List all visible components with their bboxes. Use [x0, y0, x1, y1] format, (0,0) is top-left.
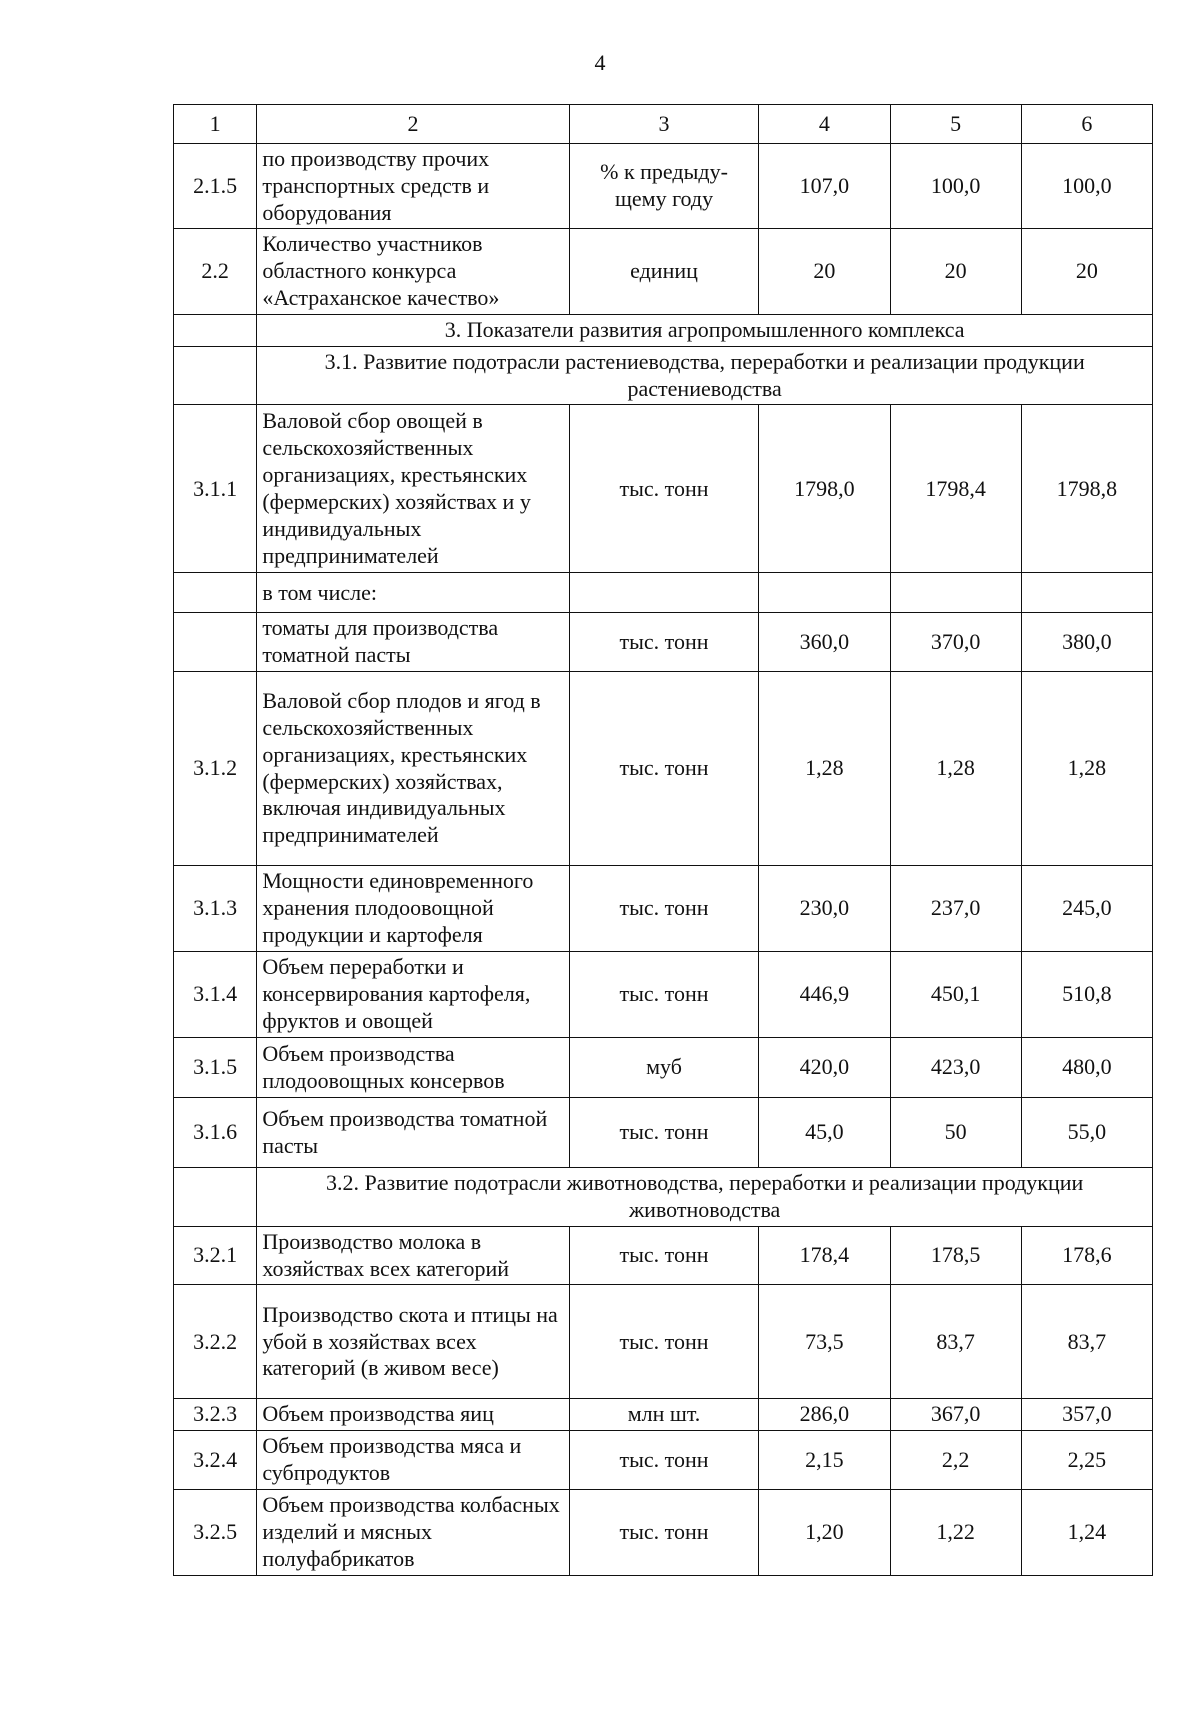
table-row: [174, 1399, 1153, 1431]
table-row: [174, 1098, 1153, 1168]
value-col-6: 1,24: [1021, 1489, 1152, 1575]
value-col-4: 286,0: [759, 1399, 890, 1431]
row-number: 3.2.4: [174, 1431, 257, 1490]
unit-cell: тыс. тонн: [569, 405, 759, 573]
page-number: 4: [594, 50, 606, 75]
value-col-4: 178,4: [759, 1226, 890, 1285]
table-row: [174, 952, 1153, 1038]
indicator-name: по производству прочих транспортных средств и оборудования: [257, 144, 569, 229]
value-col-4: 45,0: [759, 1098, 890, 1168]
value-col-5: 1,22: [890, 1489, 1021, 1575]
row-number: 3.2.2: [174, 1285, 257, 1399]
header-row: [174, 105, 1153, 144]
row-number: [174, 573, 257, 613]
header-cell: 3: [569, 105, 759, 144]
value-col-4: 360,0: [759, 613, 890, 672]
value-col-5: 367,0: [890, 1399, 1021, 1431]
value-col-5: 178,5: [890, 1226, 1021, 1285]
value-col-5: 100,0: [890, 144, 1021, 229]
table-row: [174, 229, 1153, 314]
indicator-name: в том числе:: [257, 573, 569, 613]
section-row: [174, 314, 1153, 346]
table-row: [174, 866, 1153, 952]
row-number: 3.1.2: [174, 672, 257, 866]
indicator-name: Количество участников областного конкурса «Астраханское качество»: [257, 229, 569, 314]
value-col-5: [890, 573, 1021, 613]
value-col-5: 450,1: [890, 952, 1021, 1038]
indicator-name: Производство молока в хозяйствах всех категорий: [257, 1226, 569, 1285]
table-row: [174, 1431, 1153, 1490]
value-col-5: 50: [890, 1098, 1021, 1168]
value-col-5: 237,0: [890, 866, 1021, 952]
unit-cell: тыс. тонн: [569, 1098, 759, 1168]
indicators-table: [173, 104, 1153, 1576]
value-col-4: 230,0: [759, 866, 890, 952]
unit-cell: [569, 573, 759, 613]
indicator-name: Мощности единовременного хранения плодоовощной продукции и картофеля: [257, 866, 569, 952]
value-col-4: 1798,0: [759, 405, 890, 573]
unit-cell: % к предыду-щему году: [569, 144, 759, 229]
value-col-6: [1021, 573, 1152, 613]
value-col-6: 2,25: [1021, 1431, 1152, 1490]
value-col-5: 423,0: [890, 1038, 1021, 1098]
value-col-4: 420,0: [759, 1038, 890, 1098]
value-col-4: 1,20: [759, 1489, 890, 1575]
value-col-4: 20: [759, 229, 890, 314]
value-col-6: 1,28: [1021, 672, 1152, 866]
indicator-name: Объем переработки и консервирования картофеля, фруктов и овощей: [257, 952, 569, 1038]
unit-cell: тыс. тонн: [569, 952, 759, 1038]
value-col-5: 2,2: [890, 1431, 1021, 1490]
table-row: [174, 1285, 1153, 1399]
unit-cell: тыс. тонн: [569, 672, 759, 866]
indicator-name: Объем производства яиц: [257, 1399, 569, 1431]
section-title: 3.1. Развитие подотрасли растениеводства, переработки и реализации продукции растениеводства: [257, 346, 1153, 405]
unit-cell: единиц: [569, 229, 759, 314]
indicator-name: Валовой сбор плодов и ягод в сельскохозяйственных организациях, крестьянских (фермерских) хозяйствах, включая индивидуальных предпринимателей: [257, 672, 569, 866]
value-col-6: 55,0: [1021, 1098, 1152, 1168]
table-row: [174, 405, 1153, 573]
value-col-5: 370,0: [890, 613, 1021, 672]
value-col-4: [759, 573, 890, 613]
table-row: [174, 613, 1153, 672]
value-col-5: 1,28: [890, 672, 1021, 866]
value-col-6: 20: [1021, 229, 1152, 314]
value-col-4: 2,15: [759, 1431, 890, 1490]
value-col-5: 1798,4: [890, 405, 1021, 573]
table-row: [174, 144, 1153, 229]
indicator-name: Объем производства колбасных изделий и мясных полуфабрикатов: [257, 1489, 569, 1575]
row-number: 2.2: [174, 229, 257, 314]
table-row: [174, 573, 1153, 613]
table-row: [174, 1038, 1153, 1098]
value-col-6: 83,7: [1021, 1285, 1152, 1399]
row-number: 2.1.5: [174, 144, 257, 229]
section-row: [174, 1168, 1153, 1227]
value-col-4: 1,28: [759, 672, 890, 866]
section-title: 3. Показатели развития агропромышленного комплекса: [257, 314, 1153, 346]
header-cell: 6: [1021, 105, 1152, 144]
row-number: 3.1.1: [174, 405, 257, 573]
unit-cell: тыс. тонн: [569, 866, 759, 952]
indicator-name: Объем производства плодоовощных консервов: [257, 1038, 569, 1098]
value-col-6: 480,0: [1021, 1038, 1152, 1098]
value-col-6: 510,8: [1021, 952, 1152, 1038]
table-row: [174, 1226, 1153, 1285]
row-number: 3.2.1: [174, 1226, 257, 1285]
indicator-name: Объем производства томатной пасты: [257, 1098, 569, 1168]
value-col-6: 380,0: [1021, 613, 1152, 672]
unit-cell: тыс. тонн: [569, 613, 759, 672]
indicator-name: томаты для производства томатной пасты: [257, 613, 569, 672]
header-cell: 5: [890, 105, 1021, 144]
unit-cell: млн шт.: [569, 1399, 759, 1431]
value-col-4: 107,0: [759, 144, 890, 229]
value-col-4: 73,5: [759, 1285, 890, 1399]
header-cell: 2: [257, 105, 569, 144]
unit-cell: тыс. тонн: [569, 1285, 759, 1399]
section-num-cell: [174, 1168, 257, 1227]
row-number: 3.1.3: [174, 866, 257, 952]
header-cell: 1: [174, 105, 257, 144]
value-col-6: 1798,8: [1021, 405, 1152, 573]
indicator-name: Объем производства мяса и субпродуктов: [257, 1431, 569, 1490]
section-num-cell: [174, 346, 257, 405]
value-col-6: 245,0: [1021, 866, 1152, 952]
row-number: 3.1.5: [174, 1038, 257, 1098]
value-col-6: 178,6: [1021, 1226, 1152, 1285]
value-col-6: 100,0: [1021, 144, 1152, 229]
value-col-5: 83,7: [890, 1285, 1021, 1399]
value-col-5: 20: [890, 229, 1021, 314]
row-number: 3.2.5: [174, 1489, 257, 1575]
row-number: 3.1.6: [174, 1098, 257, 1168]
row-number: 3.2.3: [174, 1399, 257, 1431]
row-number: 3.1.4: [174, 952, 257, 1038]
section-row: [174, 346, 1153, 405]
unit-cell: тыс. тонн: [569, 1226, 759, 1285]
indicator-name: Производство скота и птицы на убой в хозяйствах всех категорий (в живом весе): [257, 1285, 569, 1399]
value-col-6: 357,0: [1021, 1399, 1152, 1431]
section-num-cell: [174, 314, 257, 346]
header-cell: 4: [759, 105, 890, 144]
table-row: [174, 1489, 1153, 1575]
value-col-4: 446,9: [759, 952, 890, 1038]
table-row: [174, 672, 1153, 866]
indicator-name: Валовой сбор овощей в сельскохозяйственных организациях, крестьянских (фермерских) хозяйствах и у индивидуальных предпринимателей: [257, 405, 569, 573]
unit-cell: муб: [569, 1038, 759, 1098]
row-number: [174, 613, 257, 672]
unit-cell: тыс. тонн: [569, 1431, 759, 1490]
unit-cell: тыс. тонн: [569, 1489, 759, 1575]
section-title: 3.2. Развитие подотрасли животноводства, переработки и реализации продукции животноводства: [257, 1168, 1153, 1227]
